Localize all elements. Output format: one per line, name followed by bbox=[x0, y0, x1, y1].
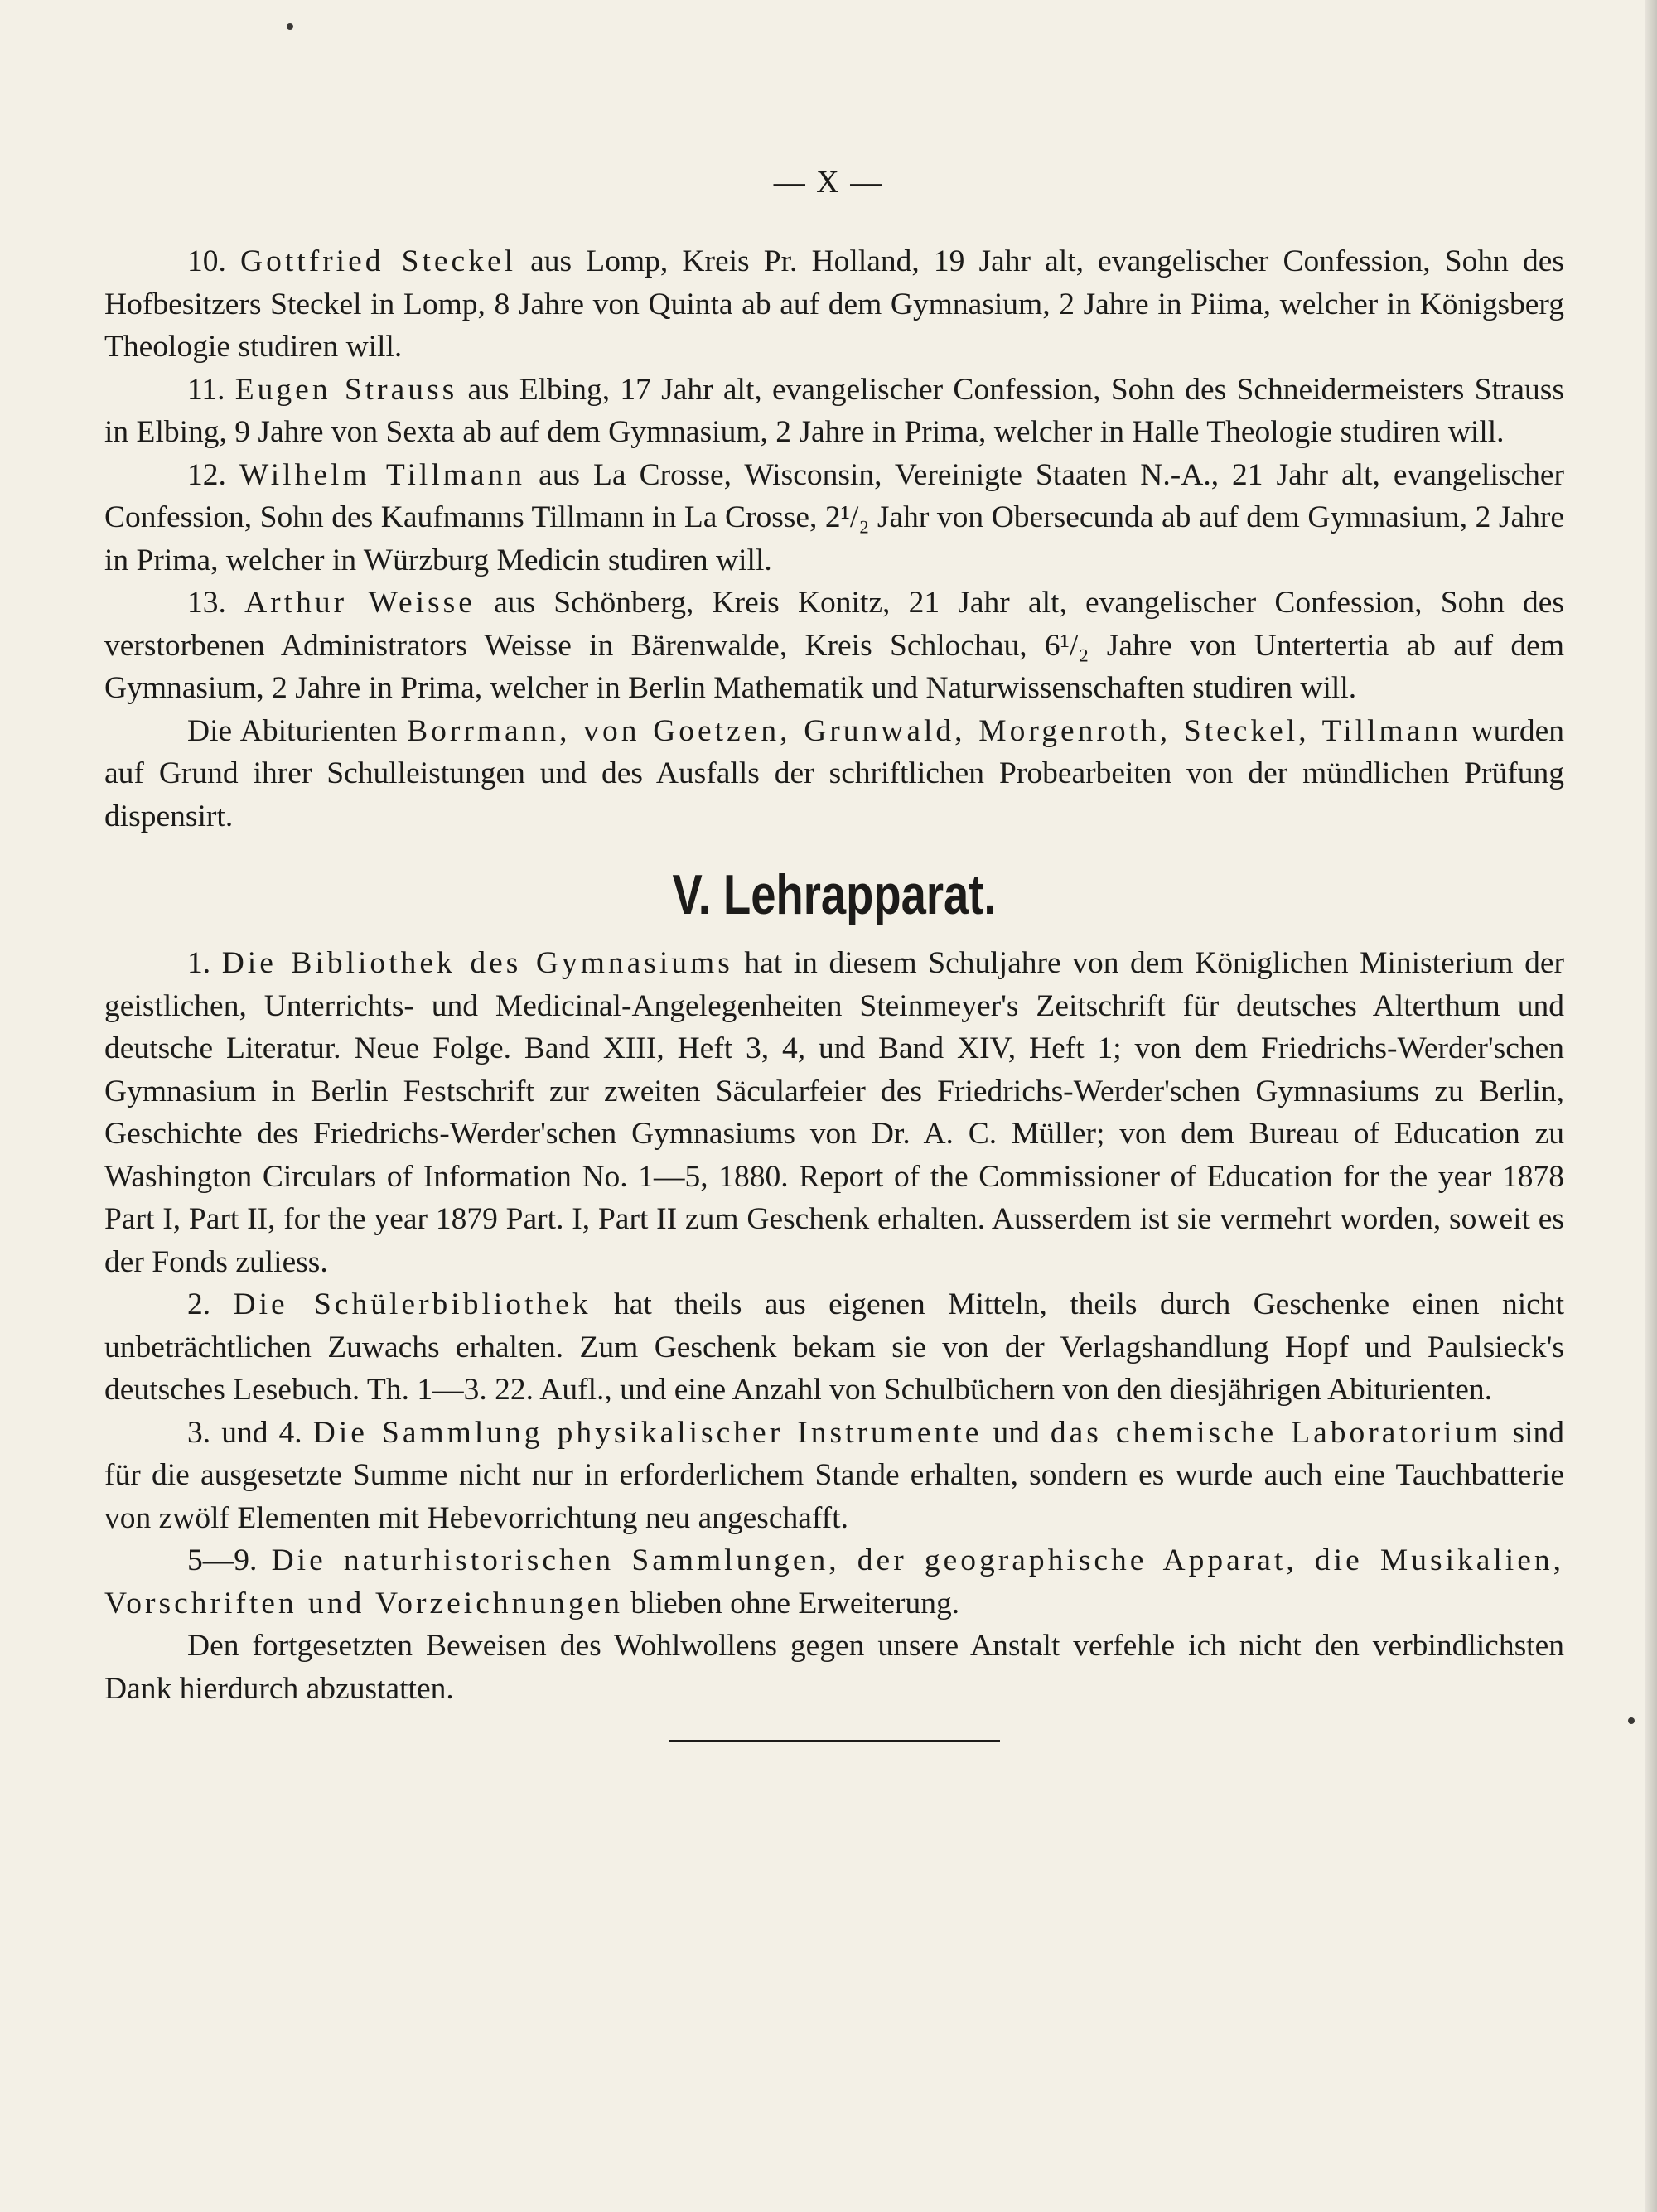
collections-paragraph bbox=[104, 1539, 1564, 1625]
graduate-entry-13 bbox=[104, 582, 1564, 710]
item-heading: Die Schülerbibliothek bbox=[233, 1287, 592, 1321]
item-text: hat theils aus eigenen Mitteln, theils durch Geschenke einen nicht unbeträchtlichen Zuwachs erhalten. Zum Geschenk bekam sie von der Verlagshandlung Hopf und Paulsieck's deutsches Lesebuch. Th. 1—3. 22. Aufl., und eine Anzahl von Schulbüchern von den diesjährigen Abiturienten. bbox=[104, 1287, 1565, 1407]
item-number: 3. und 4. bbox=[187, 1415, 313, 1450]
item-number: 5—9. bbox=[187, 1543, 272, 1577]
entry-text: aus Lomp, Kreis Pr. Holland, 19 Jahr alt, evangelischer Confession, Sohn des Hofbesitzers Steckel in Lomp, 8 Jahre von Quinta ab auf dem Gymnasium, 2 Jahre in Piima, welcher in Königsberg Theologie studiren will. bbox=[104, 244, 1564, 364]
graduate-name: Gottfried Steckel bbox=[240, 244, 517, 278]
item-text: blieben ohne Erweiterung. bbox=[622, 1586, 960, 1620]
graduate-name: Arthur Weisse bbox=[244, 586, 476, 620]
dispensation-paragraph bbox=[104, 710, 1564, 838]
ink-speck bbox=[287, 23, 293, 30]
end-rule bbox=[669, 1740, 1000, 1742]
graduate-name: Eugen Strauss bbox=[234, 372, 458, 407]
graduate-entry-12 bbox=[104, 454, 1564, 582]
page-number: — X — bbox=[773, 165, 884, 200]
entry-text: aus La Crosse, Wisconsin, Vereinigte Staaten N.-A., 21 Jahr alt, evangelischer Confession, Sohn des Kaufmanns Tillmann in La Crosse, 2¹/₂ Jahr von Obersecunda ab auf dem Gymnasium, 2 Jahre in Prima, welcher in Würzburg Medicin studiren will. bbox=[104, 457, 1564, 577]
dispensed-names: Borrmann, von Goetzen, Grunwald, Morgenroth, Steckel, Tillmann bbox=[407, 713, 1461, 748]
student-library-paragraph bbox=[104, 1283, 1564, 1412]
ink-speck bbox=[1628, 1717, 1635, 1724]
dispensation-intro: Die Abiturienten bbox=[187, 713, 408, 748]
section-title: V. Lehrapparat. bbox=[672, 863, 997, 926]
entry-number: 11. bbox=[187, 372, 225, 407]
item-text: sind für die ausgesetzte Summe nicht nur in erforderlichem Stande erhalten, sondern es wurde auch eine Tauchbatterie von zwölf Elementen mit Hebevorrichtung neu angeschafft. bbox=[104, 1415, 1565, 1535]
item-heading: Die Bibliothek des Gymnasiums bbox=[221, 946, 733, 980]
item-number: 1. bbox=[187, 946, 222, 980]
graduate-entry-11 bbox=[104, 369, 1564, 454]
entry-text: aus Schönberg, Kreis Konitz, 21 Jahr alt, evangelischer Confession, Sohn des verstorbenen Administrators Weisse in Bärenwalde, Kreis Schlochau, 6¹/₂ Jahre von Untertertia ab auf dem Gymnasium, 2 Jahre in Prima, welcher in Berlin Mathematik und Naturwissenschaften studiren will. bbox=[104, 586, 1565, 705]
physics-chemistry-paragraph bbox=[104, 1412, 1564, 1540]
item-number: 2. bbox=[187, 1287, 234, 1321]
item-text: hat in diesem Schuljahre von dem Königlichen Ministerium der geistlichen, Unterrichts- und Medicinal-Angelegenheiten Steinmeyer's Zeitschrift für deutsches Alterthum und deutsche Literatur. Neue Folge. Band XIII, Heft 3, 4, und Band XIV, Heft 1; von dem Friedrichs-Werder'schen Gymnasium in Berlin Festschrift zur zweiten Säcularfeier des Friedrichs-Werder'schen Gymnasiums zu Berlin, Geschichte des Friedrichs-Werder'schen Gymnasiums von Dr. A. C. Müller; von dem Bureau of Education zu Washington Circulars of Information No. 1—5, 1880. Report of the Commissioner of Education for the year 1878 Part I, Part II, for the year 1879 Part. I, Part II zum Geschenk erhalten. Ausserdem ist sie vermehrt worden, soweit es der Fonds zuliess. bbox=[104, 946, 1564, 1279]
dispensation-text: wurden auf Grund ihrer Schulleistungen und des Ausfalls der schriftlichen Probearbeiten von der mündlichen Prüfung dispensirt. bbox=[104, 713, 1565, 833]
entry-number: 12. bbox=[187, 457, 226, 492]
graduate-name: Wilhelm Tillmann bbox=[239, 457, 526, 492]
item-heading-2: das chemische Laboratorium bbox=[1050, 1415, 1502, 1450]
library-paragraph bbox=[104, 942, 1564, 1283]
entry-text: aus Elbing, 17 Jahr alt, evangelischer Confession, Sohn des Schneidermeisters Strauss in Elbing, 9 Jahre von Sexta ab auf dem Gymnasium, 2 Jahre in Prima, welcher in Halle Theologie studiren will. bbox=[104, 372, 1564, 449]
entry-number: 13. bbox=[187, 586, 226, 620]
closing-paragraph: Den fortgesetzten Beweisen des Wohlwollens gegen unsere Anstalt verfehle ich nicht den verbindlichsten Dank hierdurch abzustatten. bbox=[104, 1629, 1564, 1706]
item-connector: und bbox=[982, 1415, 1051, 1450]
item-heading: Die naturhistorischen Sammlungen, der geographische Apparat, die Musikalien, Vorschriften und Vorzeichnungen bbox=[104, 1543, 1564, 1620]
graduate-entry-10 bbox=[104, 240, 1564, 369]
item-heading: Die Sammlung physikalischer Instrumente bbox=[312, 1415, 983, 1450]
entry-number: 10. bbox=[187, 244, 226, 278]
page-body bbox=[104, 240, 1564, 1742]
